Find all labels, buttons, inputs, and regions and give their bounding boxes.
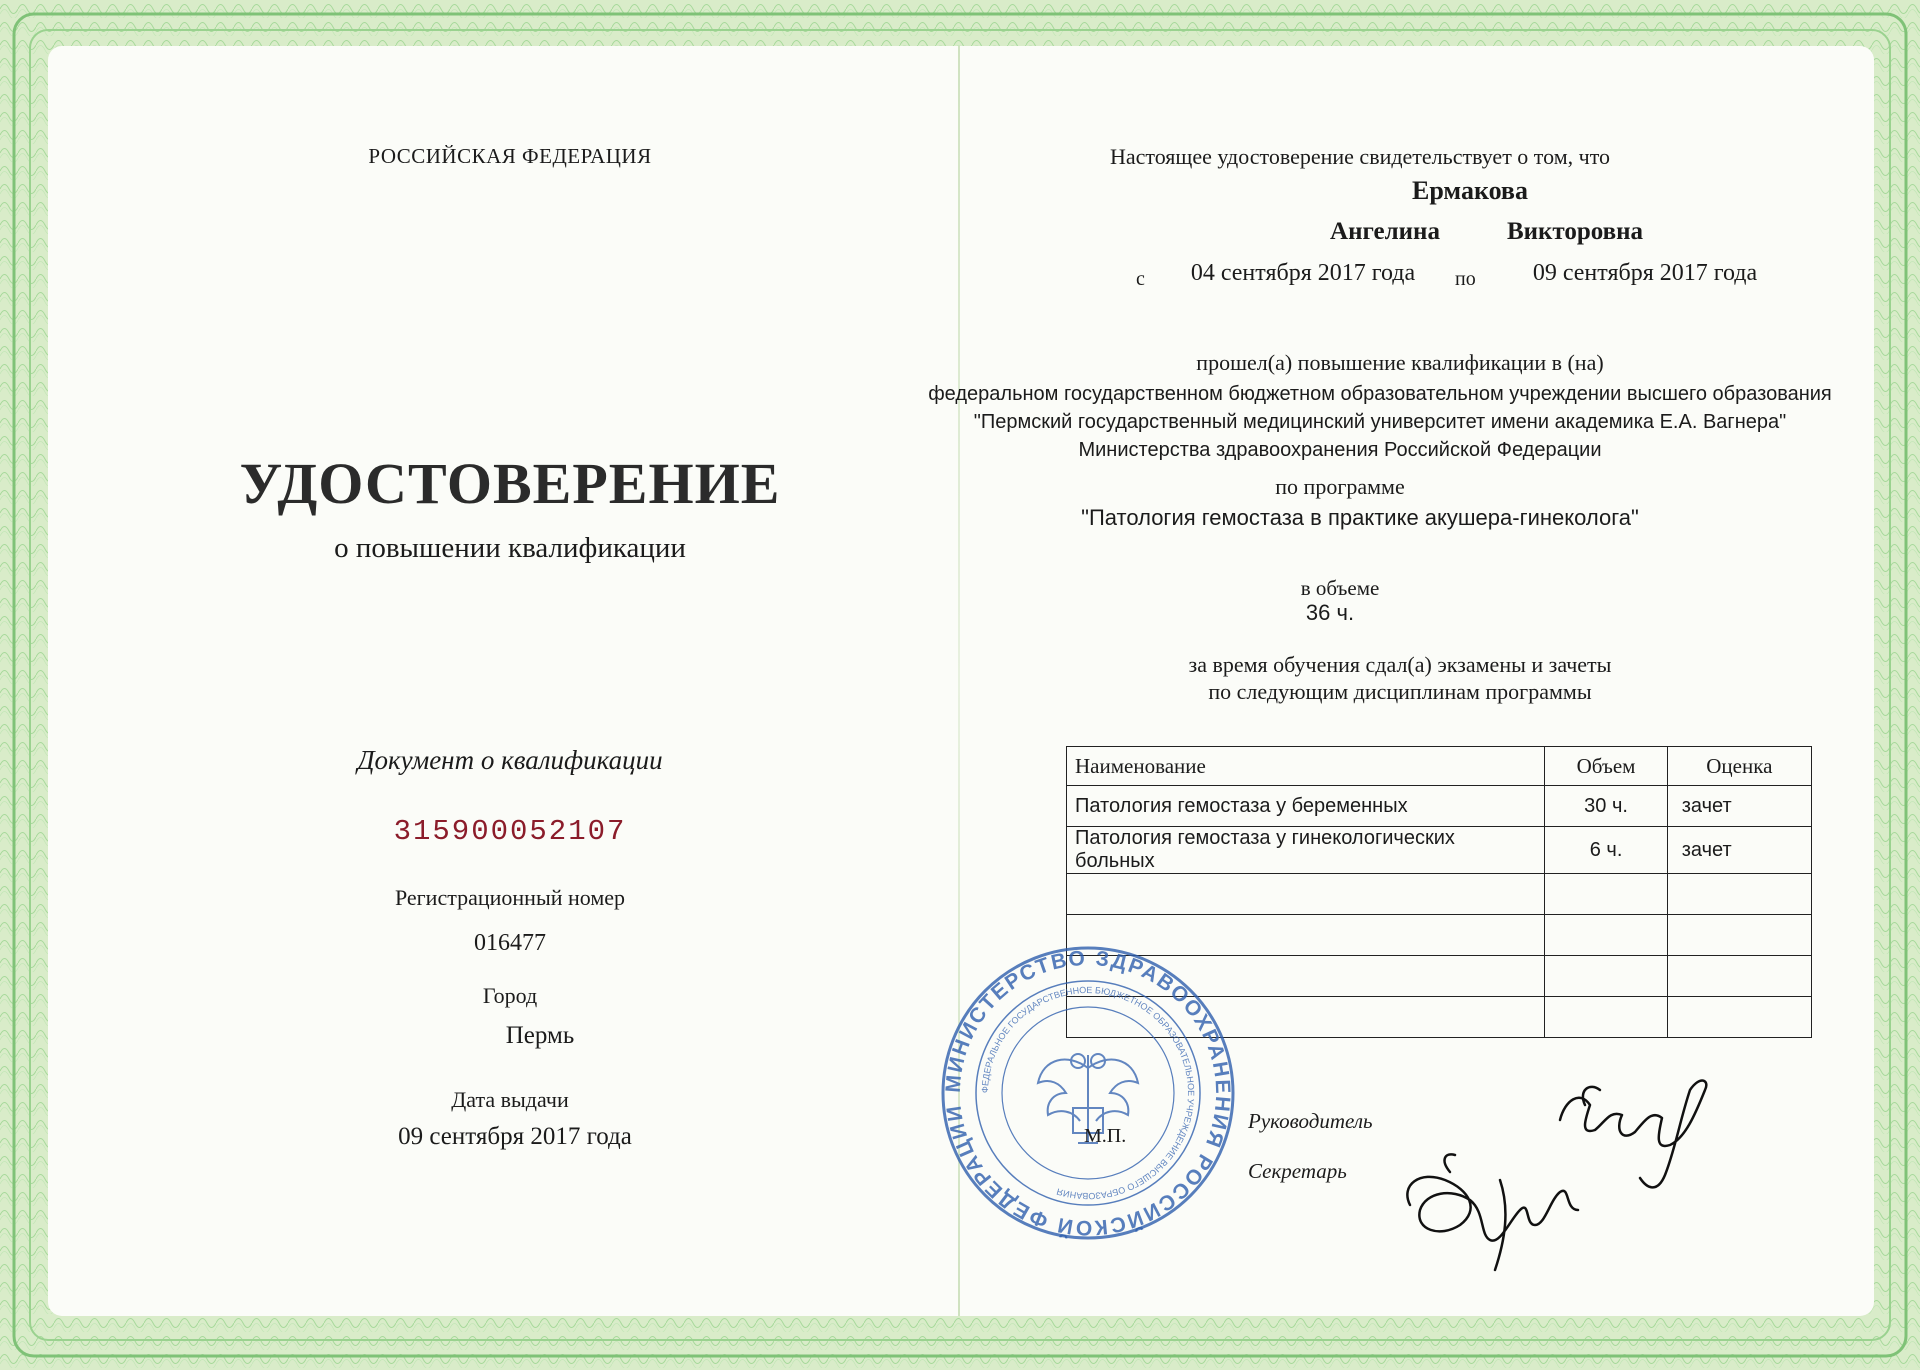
- program-name: "Патология гемостаза в практике акушера-гинеколога": [1081, 505, 1639, 530]
- secretary-label: Секретарь: [1248, 1159, 1347, 1183]
- registration-number: 016477: [474, 930, 546, 956]
- discipline-grade: [1667, 915, 1811, 956]
- issue-date: 09 сентября 2017 года: [398, 1123, 632, 1150]
- program-label: по программе: [1275, 474, 1405, 499]
- discipline-volume: [1545, 997, 1667, 1038]
- discipline-volume: [1545, 956, 1667, 997]
- discipline-grade: зачет: [1667, 827, 1811, 874]
- exams-text-line-1: за время обучения сдал(а) экзамены и зачеты: [1188, 652, 1612, 677]
- period-to-label: по: [1455, 268, 1476, 290]
- qualification-document-label: Документ о квалификации: [357, 745, 663, 775]
- header-name: Наименование: [1067, 747, 1545, 786]
- discipline-name: Патология гемостаза у гинекологических больных: [1067, 827, 1545, 874]
- completed-text: прошел(а) повышение квалификации в (на): [1196, 350, 1604, 375]
- table-header-row: [1067, 747, 1812, 786]
- city-value: Пермь: [505, 1022, 575, 1049]
- official-seal-stamp: [938, 943, 1238, 1243]
- serial-number: 315900052107: [393, 815, 627, 848]
- volume-value: 36 ч.: [1305, 600, 1355, 625]
- institution-line-1: федеральном государственном бюджетном образовательном учреждении высшего образования: [928, 383, 1832, 405]
- discipline-grade: [1667, 874, 1811, 915]
- document-subtitle: о повышении квалификации: [334, 532, 686, 564]
- intro-text: Настоящее удостоверение свидетельствует о том, что: [1109, 144, 1611, 169]
- holder-patronymic: Викторовна: [1506, 218, 1644, 245]
- discipline-volume: [1545, 915, 1667, 956]
- stamp-outer-text: МИНИСТЕРСТВО ЗДРАВООХРАНЕНИЯ РОССИЙСКОЙ ФЕДЕРАЦИИ: [941, 946, 1235, 1240]
- header-volume: Объем: [1545, 747, 1667, 786]
- volume-label: в объеме: [1300, 576, 1380, 600]
- discipline-grade: зачет: [1667, 786, 1811, 827]
- table-row: [1067, 827, 1812, 874]
- discipline-grade: [1667, 997, 1811, 1038]
- holder-surname: Ермакова: [1412, 176, 1528, 205]
- issue-date-label: Дата выдачи: [451, 1087, 569, 1112]
- seal-label: М.П.: [1084, 1125, 1127, 1147]
- discipline-grade: [1667, 956, 1811, 997]
- discipline-volume: 6 ч.: [1545, 827, 1667, 874]
- period-to-date: 09 сентября 2017 года: [1532, 260, 1758, 286]
- discipline-name: Патология гемостаза у беременных: [1067, 786, 1545, 827]
- registration-number-label: Регистрационный номер: [394, 885, 626, 910]
- holder-first-name: Ангелина: [1330, 218, 1440, 245]
- stamp-inner-text: ФЕДЕРАЛЬНОЕ ГОСУДАРСТВЕННОЕ БЮДЖЕТНОЕ ОБРАЗОВАТЕЛЬНОЕ УЧРЕЖДЕНИЕ ВЫСШЕГО ОБРАЗОВАНИЯ: [979, 984, 1197, 1202]
- table-row: [1067, 874, 1812, 915]
- header-grade: Оценка: [1667, 747, 1811, 786]
- city-label: Город: [482, 983, 538, 1008]
- discipline-volume: [1545, 874, 1667, 915]
- discipline-name: [1067, 874, 1545, 915]
- document-title: УДОСТОВЕРЕНИЕ: [239, 451, 781, 516]
- handwritten-signatures: [1390, 1060, 1720, 1280]
- table-row: [1067, 786, 1812, 827]
- exams-text-line-2: по следующим дисциплинам программы: [1208, 679, 1592, 704]
- period-from-date: 04 сентября 2017 года: [1190, 260, 1416, 286]
- country-heading: РОССИЙСКАЯ ФЕДЕРАЦИЯ: [368, 144, 652, 168]
- institution-line-3: Министерства здравоохранения Российской Федерации: [1078, 439, 1602, 461]
- director-label: Руководитель: [1248, 1109, 1373, 1133]
- period-from-label: с: [1136, 268, 1145, 290]
- institution-line-2: "Пермский государственный медицинский университет имени академика Е.А. Вагнера": [973, 411, 1787, 433]
- discipline-volume: 30 ч.: [1545, 786, 1667, 827]
